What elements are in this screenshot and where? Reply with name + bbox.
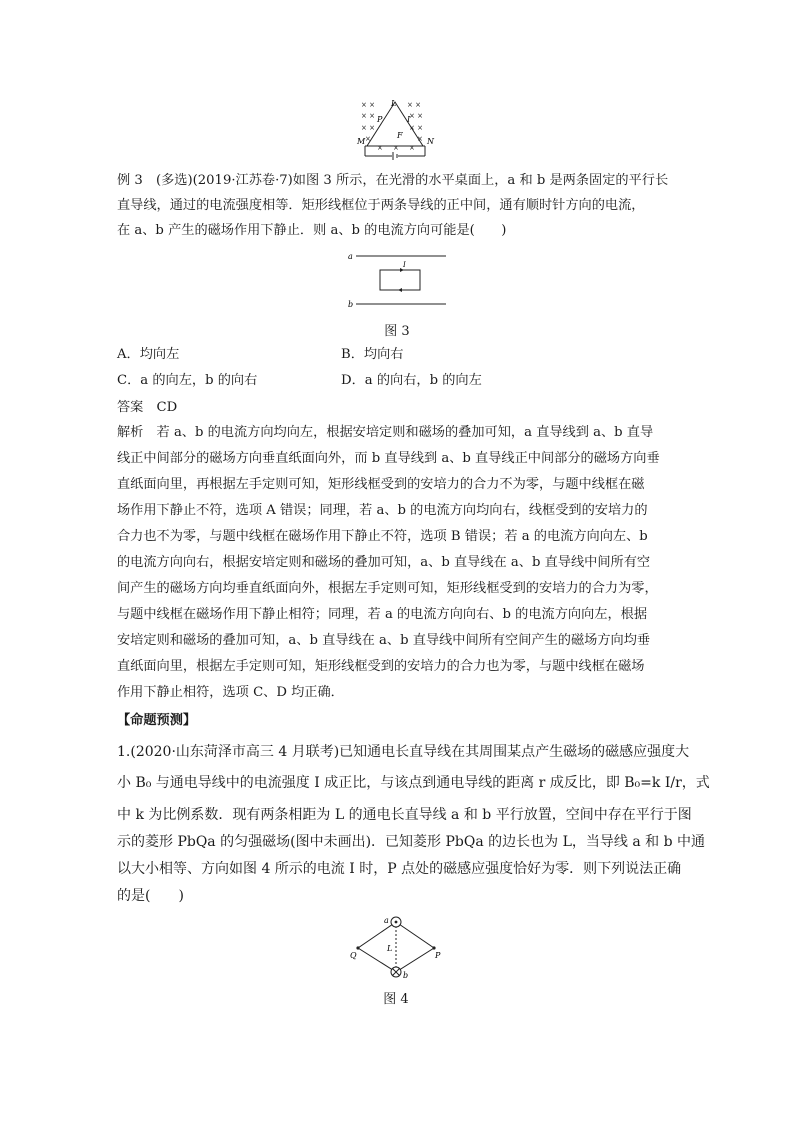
question-1-line: 1.(2020·山东菏泽市高三 4 月联考)已知通电长直导线在其周围某点产生磁场的磁感应强度大 [117,744,690,760]
svg-text:×: × [365,135,371,143]
fig3-current-label: I [403,261,406,269]
svg-text:× ×: × × [361,112,375,120]
option-d: D．a 的向右，b 的向左 [341,373,482,388]
analysis-line: 安培定则和磁场的叠加可知，a、b 直导线在 a、b 直导线中间所有空间产生的磁场方向均垂 [117,633,651,648]
top-fig-label-F: F [397,131,403,140]
section-header: 【命题预测】 [117,713,197,728]
question-1-line: 以大小相等、方向如图 4 所示的电流 I 时，P 点处的磁感应强度恰好为零．则下列说法正确 [117,861,682,877]
svg-text:× ×: × × [409,124,423,132]
figure-4-caption: 图 4 [383,992,409,1007]
top-fig-label-M: M [357,137,366,146]
analysis-line: 场作用下静止不符，选项 A 错误；同理，若 a、b 的电流方向均向右，线框受到的安培力的 [117,503,648,518]
analysis-line: 解析 若 a、b 的电流方向均向左，根据安培定则和磁场的叠加可知，a 直导线到 a、b 直导 [117,425,654,440]
svg-text:× ×: × × [407,101,421,109]
analysis-line: 与题中线框在磁场作用下静止相符；同理，若 a 的电流方向向右、b 的电流方向向左，根据 [117,607,648,622]
top-fig-label-I: I [407,115,411,124]
fig4-label-P: P [435,951,441,960]
svg-text:×: × [393,144,399,152]
figure-3 [342,248,452,312]
svg-text:×: × [417,135,423,143]
example3-line2: 直导线，通过的电流强度相等．矩形线框位于两条导线的正中间，通有顺时针方向的电流， [117,198,645,213]
analysis-line: 间产生的磁场方向均垂直纸面向外，根据左手定则可知，矩形线框受到的安培力的合力为零， [117,581,658,596]
fig4-label-a: a [384,916,389,925]
example3-header: 例 3 (多选)(2019·江苏卷·7)如图 3 所示，在光滑的水平桌面上，a 和 b 是两条固定的平行长 [117,173,669,188]
top-fig-label-N: N [427,137,434,146]
fig4-label-L: L [387,944,393,953]
figure-4 [338,914,458,982]
option-b: B．均向右 [341,347,404,362]
analysis-line: 线正中间部分的磁场方向垂直纸面向外，而 b 直导线到 a、b 直导线正中间部分的磁场方向垂 [117,451,660,466]
question-1-line: 中 k 为比例系数．现有两条相距为 L 的通电长直导线 a 和 b 平行放置，空间中存在平行于图 [117,807,692,823]
fig4-label-b: b [403,971,409,980]
analysis-line: 的电流方向向右，根据安培定则和磁场的叠加可知，a、b 直导线在 a、b 直导线中间所有空 [117,555,651,570]
svg-text:×: × [409,144,415,152]
analysis-line: 直纸面向里，再根据左手定则可知，矩形线框受到的安培力的合力不为零，与题中线框在磁 [117,477,645,492]
top-fig-label-L: L [391,99,397,108]
analysis-line: 直纸面向里，根据左手定则可知，矩形线框受到的安培力的合力也为零，与题中线框在磁场 [117,659,645,674]
fig3-wire-b-label: b [348,300,354,309]
svg-text:× ×: × × [361,101,375,109]
example3-line3: 在 a、b 产生的磁场作用下静止．则 a、b 的电流方向可能是( ) [117,223,507,238]
figure-3-caption: 图 3 [384,324,410,339]
fig3-wire-a-label: a [348,252,353,261]
analysis-line: 合力也不为零，与题中线框在磁场作用下静止不符，选项 B 错误；若 a 的电流方向向左、b [117,529,648,544]
fig4-label-Q: Q [350,951,357,960]
option-c: C．a 的向左，b 的向右 [117,373,258,388]
svg-text:× ×: × × [409,112,423,120]
svg-text:× ×: × × [361,124,375,132]
option-a: A．均向左 [117,347,180,362]
top-figure [355,98,435,162]
question-1-line: 的是( ) [117,888,184,904]
question-1-line: 小 B₀ 与通电导线中的电流强度 I 成正比，与该点到通电导线的距离 r 成反比，即 B₀=k I/r，式 [117,775,710,791]
analysis-line: 作用下静止相符，选项 C、D 均正确． [117,685,344,700]
question-1-line: 示的菱形 PbQa 的匀强磁场(图中未画出)．已知菱形 PbQa 的边长也为 L，当导线 a 和 b 中通 [117,834,705,850]
top-fig-label-P: P [377,115,383,124]
answer-line: 答案 CD [117,400,178,415]
svg-text:×: × [377,144,383,152]
